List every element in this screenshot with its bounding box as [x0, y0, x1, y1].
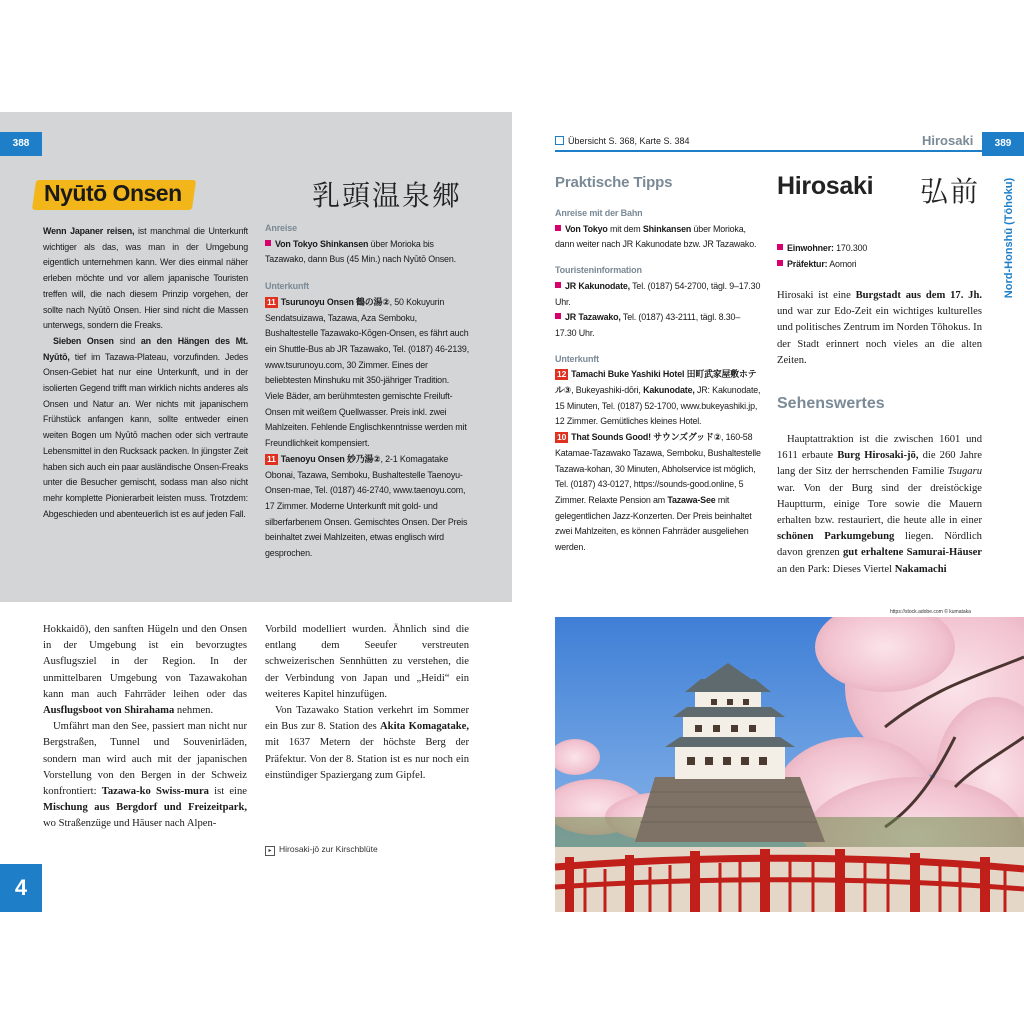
info-text: Tel. (0187) 54-2700, tägl. 9–17.30 Uhr.: [555, 280, 761, 307]
city-facts: [777, 241, 982, 272]
map-number-badge: 11: [267, 453, 276, 464]
anreise-lead: Von Tokyo: [565, 223, 608, 234]
info-text: Tel. (0187) 43-2111, tägl. 8.30–17.30 Uhr.: [555, 312, 741, 338]
info-lead: JR Kakunodate,: [565, 280, 630, 291]
body-text: Hirosaki ist eine: [777, 290, 856, 301]
lodging-text: , 50 Kokuyurin Sendatsuizawa, Tazawa, Aza Semboku, Bushaltestelle Tazawako-Kōgen-Onsen, es fährt auch ein Shuttle-Bus ab JR Tazawako, Tel. (0187) 46-2139, www.tsurunoyu.com, 30 Zimmer. Eines der beliebtesten Minshuku mit 350-jähriger Tradition. Viele Bäder, am berühmtesten gemischte Freiluft-Onsen mit weißem Quellwasser. Preis inkl. zwei Mahlzeiten. Fehlende Englischkenntnisse werden mit Freundlichkeit kompensiert.: [265, 296, 470, 449]
bullet-icon: [555, 282, 561, 288]
side-tab: [999, 170, 1017, 310]
bullet-icon: [777, 260, 783, 266]
tips-column: [555, 172, 761, 556]
tips-title: Praktische Tipps: [555, 174, 673, 191]
page-number-right: 389: [982, 132, 1024, 156]
body-text: mit 1637 Metern der höchste Berg der Präfektur. Von der 8. Station ist es nur noch ein einstündiger Spaziergang zum Gipfel.: [265, 737, 469, 781]
body-text: die 260 Jahre lang der Sitz der herrschenden Familie: [777, 450, 982, 478]
body-column-2: [265, 622, 469, 784]
info-lead: JR Tazawako,: [565, 312, 621, 323]
body-text: an den Park: Dieses Viertel: [777, 563, 895, 575]
anreise-text: über Morioka bis Tazawako, dann Bus (45 Min.) nach Nyūtō Onsen.: [265, 238, 456, 265]
chapter-tab: 4: [0, 864, 42, 912]
header-title: Hirosaki: [922, 133, 974, 148]
body-bold: Tazawa-ko Swiss-mura: [101, 786, 209, 798]
side-tab-text: Nord-Honshū (Tōhoku): [1003, 177, 1015, 299]
body-italic: Tsugaru: [947, 466, 982, 478]
overview-reference-text: Übersicht S. 368, Karte S. 384: [568, 136, 690, 146]
body-text: war. Von der Burg sind der dreistöckige Hauptturm, einige Tore sowie die Mauern erhalten bzw. restauriert, die heute alle in einer: [777, 482, 982, 527]
lodging-text: , Bukeyashiki-dōri,: [571, 385, 644, 396]
body-text: Hauptattraktion ist die zwischen 1601 und 1611 erbaute: [777, 434, 982, 462]
fact-value: Aomori: [827, 258, 857, 269]
body-text: Vorbild modelliert wurden. Ähnlich sind die entlang dem Seeufer verstreuten schweizerischen Sennhütten zu verstehen, die der Verbindung von Japan und „Heidi“ ein weiteres Kapitel hinzufügen.: [265, 624, 469, 700]
castle-photo: [555, 617, 1024, 912]
page-title: Nyūtō Onsen: [44, 180, 182, 206]
body-bold: Burgstadt aus dem 17. Jh.: [855, 290, 982, 301]
anreise-bold: Shinkansen: [642, 223, 692, 234]
lodging-text: JR: Kakunodate, 15 Minuten, Tel. (0187) 52-1700, www.bukeyashiki.jp, 12 Zimmer. Gemütliches kleines Hotel.: [555, 385, 761, 427]
intro-lead: Wenn Japaner reisen,: [43, 226, 135, 236]
body-bold: Nakamachi: [894, 563, 947, 575]
sights-text: [777, 432, 982, 578]
p2-text: tief im Tazawa-Plateau, vorzufinden. Jedes Onsen-Gebiet hat nur eine Unterkunft, und in der isolierten Gegend trifft man wirklich nichts anderes als Onsen und Natur an. Wer nichts mit japanischem Frühstück anfangen kann, sollte entweder einen weiten Bogen um Nyūtō machen oder sich vertraute Lebensmittel in den Rucksack packen. In jüngster Zeit haben sich auch ein paar ausländische Onsen-Freaks unter die Besucher gemischt, sodass man also nicht mehr komplette Pionierarbeit leisten muss. Trotzdem: Abgeschieden und abenteuerlich ist es auf jeden Fall.: [43, 351, 248, 519]
bullet-icon: [777, 244, 783, 250]
body-text: und war zur Edo-Zeit ein wichtiges kulturelles und politisches Zentrum im Norden Tōhokus. In der Stadt erinnert noch vieles an die alten Zeiten.: [777, 306, 982, 366]
practical-column: [265, 221, 470, 562]
anreise-text: mit dem: [607, 223, 643, 234]
square-icon: [555, 136, 564, 145]
body-bold: Akita Komagatake,: [380, 721, 469, 733]
photo-caption: [265, 844, 378, 856]
lodging-jp: サウンズグッド②: [650, 432, 721, 443]
bullet-icon: [555, 313, 561, 319]
city-title: Hirosaki: [777, 172, 874, 200]
page-title-japanese: 乳頭温泉郷: [312, 180, 463, 211]
p2-lead: Sieben Onsen: [53, 335, 114, 346]
lodging-name: Tsurunoyu Onsen: [280, 296, 354, 307]
anreise-text: über Morioka, dann weiter nach JR Kakunodate bzw. JR Tazawako.: [555, 223, 757, 250]
photo-credit: https://stock.adobe.com © kumataka: [890, 609, 971, 615]
anreise-lead: Von Tokyo Shinkansen: [275, 238, 369, 249]
fact-value: 170.300: [833, 243, 868, 253]
anreise-label: Anreise mit der Bahn: [555, 208, 643, 218]
lodging-text: , 160-58 Katamae-Tazawako Tazawa, Semboku, Bushaltestelle Tazawa-kohan, 30 Minuten, Abholservice ist möglich, Tel. (0187) 43-0127, https://sounds-good.online, 5 Zimmer. Relaxte Pension am: [555, 432, 761, 505]
body-text: liegen. Nördlich davon grenzen: [777, 531, 982, 559]
map-number-badge: 11: [267, 296, 276, 307]
map-number-badge: 12: [557, 369, 567, 380]
body-bold: Ausflugsboot von Shirahama: [43, 705, 175, 717]
lodging-jp: 妙乃湯②: [344, 453, 381, 464]
caption-text: Hirosaki-jō zur Kirschblüte: [279, 844, 378, 854]
lodging-jp: 鶴の湯②: [353, 296, 390, 307]
body-bold: schönen Parkumgebung: [777, 531, 895, 543]
overview-reference: [555, 136, 690, 146]
body-text: Hokkaidō), den sanften Hügeln und den Onsen in der Umgebung ist ein bevorzugtes Ausflugsziel in der Region. In der unmittelbaren Umgebung von Tazawakohan kann man auch Fahrräder leihen oder das: [43, 624, 247, 700]
lodging-text: mit gelegentlichen Jazz-Konzerten. Der Preis beinhaltet zwei Mahlzeiten, es können Fahrräder ausgeliehen werden.: [555, 494, 752, 553]
section-heading: Sehenswertes: [777, 395, 885, 412]
page-number-left: 388: [0, 132, 42, 156]
body-text: wo Straßenzüge und Häuser nach Alpen-: [43, 818, 217, 830]
lodging-jp: 田町武家屋敷ホテル③: [555, 369, 757, 396]
map-number-badge: 10: [557, 432, 567, 443]
intro-column: [43, 224, 248, 522]
fact-label: Präfektur:: [787, 258, 828, 269]
lodging-bold: Tazawa-See: [667, 494, 716, 505]
lodging-name: That Sounds Good!: [571, 432, 651, 443]
unterkunft-label: Unterkunft: [555, 353, 599, 364]
red-bridge: [555, 847, 1024, 912]
body-text: ist eine: [208, 786, 247, 798]
intro-text: ist manchmal die Unterkunft wichtiger als das, was man in der Umgebung eigentlich unternehmen kann. Wer dies einmal näher erleben möchte und vor allem japanische Touristen treffen will, die nach diesem Prinzip vorgehen, der sollte nach Nyūtō Onsen. Hier sind nicht die Massen unterwegs, sondern die Freaks.: [43, 226, 248, 331]
lodging-name: Taenoyu Onsen: [280, 453, 345, 464]
body-text: Umfährt man den See, passiert man nicht nur Bergstraßen, Tunnel und Souvenirläden, sondern man wird auch mit der japanischen Vorstellung von den Bergen in der Schweiz konfrontiert:: [43, 721, 247, 798]
city-intro: [777, 288, 982, 369]
p2-bold: an den Hängen des Mt. Nyūtō,: [43, 335, 248, 362]
p2-mid: sind: [113, 335, 141, 346]
info-label: Touristeninformation: [555, 265, 642, 276]
body-bold: Burg Hirosaki-jō,: [837, 450, 919, 462]
city-title-japanese: 弘前: [920, 176, 981, 207]
header-rule: [555, 150, 982, 152]
bullet-icon: [265, 240, 271, 246]
body-bold: Mischung aus Bergdorf und Freizeitpark,: [43, 802, 247, 814]
lodging-bold: Kakunodate,: [643, 385, 695, 396]
anreise-label: Anreise: [265, 223, 297, 233]
body-column-1: [43, 622, 247, 833]
bullet-icon: [555, 225, 561, 231]
unterkunft-label: Unterkunft: [265, 281, 309, 292]
body-text: nehmen.: [174, 705, 214, 717]
arrow-right-icon: ▸: [265, 846, 275, 856]
body-bold: gut erhaltene Samurai-Häuser: [843, 547, 982, 559]
lodging-name: Tamachi Buke Yashiki Hotel: [571, 369, 685, 380]
lodging-text: , 2-1 Komagatake Obonai, Tazawa, Semboku, Bushaltestelle Taenoyu-Onsen-mae, Tel. (0187) 46-2740, www.taenoyu.com, 17 Zimmer. Moderne Unterkunft mit gold- und silberfarbenem Onsen. Gemischtes Onsen. Der Preis beinhaltet zwei Mahlzeiten, etwas englisch wird gesprochen.: [265, 453, 468, 559]
body-text: Von Tazawako Station verkehrt im Sommer ein Bus zur 8. Station des: [265, 705, 469, 733]
fact-label: Einwohner:: [787, 243, 834, 253]
